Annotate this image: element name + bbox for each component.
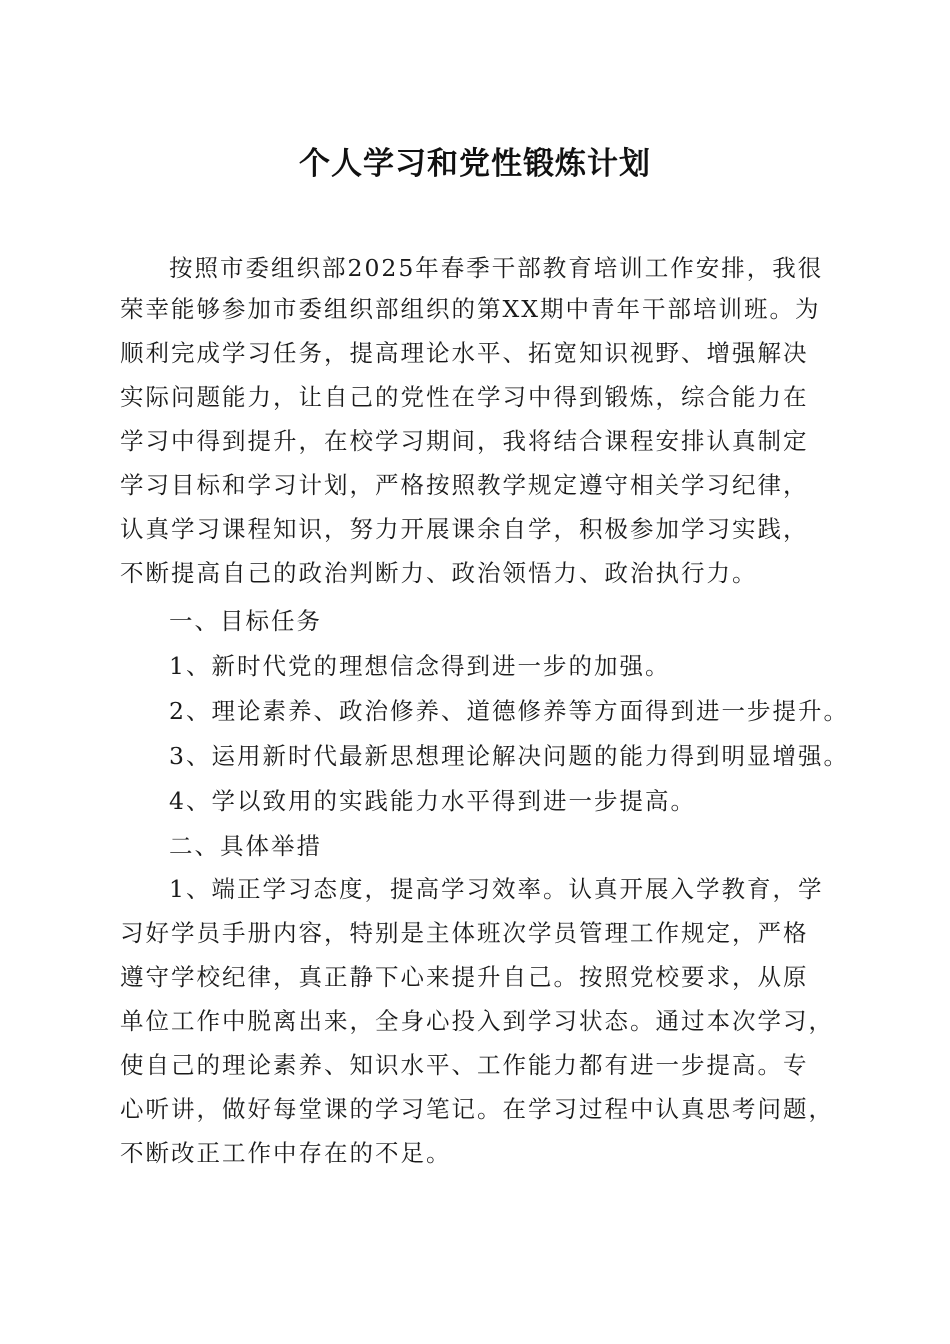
- paragraph-line: 荣幸能够参加市委组织部组织的第XX期中青年干部培训班。为: [120, 295, 821, 323]
- paragraph-line: 不断改正工作中存在的不足。: [120, 1139, 452, 1167]
- list-item: 3、运用新时代最新思想理论解决问题的能力得到明显增强。: [169, 742, 849, 770]
- paragraph-line: 1、端正学习态度，提高学习效率。认真开展入学教育，学: [169, 875, 824, 903]
- paragraph-line: 遵守学校纪律，真正静下心来提升自己。按照党校要求，从原: [120, 963, 809, 991]
- section-heading: 一、目标任务: [169, 607, 322, 635]
- paragraph-line: 心听讲，做好每堂课的学习笔记。在学习过程中认真思考问题，: [120, 1095, 834, 1123]
- paragraph-line: 使自己的理论素养、知识水平、工作能力都有进一步提高。专: [120, 1051, 809, 1079]
- paragraph-line: 习好学员手册内容，特别是主体班次学员管理工作规定，严格: [120, 919, 809, 947]
- paragraph-line: 学习目标和学习计划，严格按照教学规定遵守相关学习纪律，: [120, 471, 809, 499]
- section-heading: 二、具体举措: [169, 832, 322, 860]
- document-title: 个人学习和党性锻炼计划: [299, 146, 651, 182]
- list-item: 4、学以致用的实践能力水平得到进一步提高。: [169, 787, 696, 815]
- paragraph-line: 学习中得到提升，在校学习期间，我将结合课程安排认真制定: [120, 427, 809, 455]
- paragraph-line: 认真学习课程知识，努力开展课余自学，积极参加学习实践，: [120, 515, 809, 543]
- paragraph-line: 实际问题能力，让自己的党性在学习中得到锻炼，综合能力在: [120, 383, 809, 411]
- paragraph-line: 顺利完成学习任务，提高理论水平、拓宽知识视野、增强解决: [120, 339, 809, 367]
- list-item: 2、理论素养、政治修养、道德修养等方面得到进一步提升。: [169, 697, 849, 725]
- list-item: 1、新时代党的理想信念得到进一步的加强。: [169, 652, 671, 680]
- paragraph-line: 单位工作中脱离出来，全身心投入到学习状态。通过本次学习，: [120, 1007, 834, 1035]
- paragraph-line: 不断提高自己的政治判断力、政治领悟力、政治执行力。: [120, 559, 758, 587]
- paragraph-line: 按照市委组织部2025年春季干部教育培训工作安排，我很: [169, 254, 824, 282]
